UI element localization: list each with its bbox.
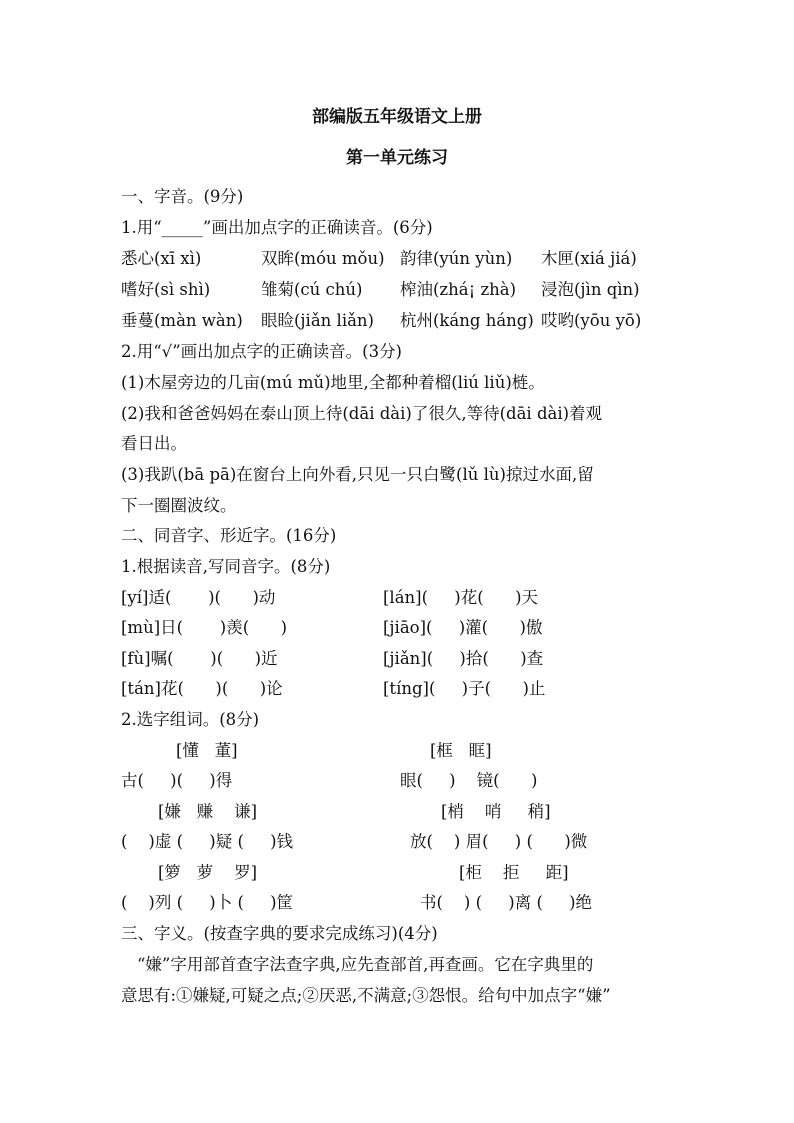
q2-line: (3)我趴(bā pā)在窗台上向外看,只见一只白鹭(lǔ lù)掠过水面,留 bbox=[121, 465, 594, 484]
pinyin-item: 双眸(móu mǒu) bbox=[261, 249, 385, 268]
pinyin-item: 悉心(xī xì) bbox=[121, 249, 202, 268]
q2-line: 看日出。 bbox=[121, 434, 187, 453]
s2-question-2: 2.选字组词。(8分) bbox=[121, 710, 260, 729]
pinyin-item: 浸泡(jìn qìn) bbox=[541, 280, 640, 299]
pinyin-item: 雏菊(cú chú) bbox=[261, 280, 363, 299]
word-blanks: 古( )( )得 bbox=[121, 771, 233, 790]
pinyin-item: 杭州(káng háng) bbox=[400, 311, 534, 330]
char-group: [柜 拒 距] bbox=[459, 863, 569, 882]
s3-line: “嫌”字用部首查字法查字典,应先查部首,再查画。它在字典里的 bbox=[137, 955, 594, 974]
word-blanks: ( )列 ( )卜 ( )筐 bbox=[121, 893, 294, 912]
char-group: [框 眶] bbox=[430, 741, 492, 760]
homophone-item: [fù]嘱( )( )近 bbox=[121, 649, 278, 668]
q2-line: (1)木屋旁边的几亩(mú mǔ)地里,全都种着榴(liú liǔ)梿。 bbox=[121, 373, 545, 392]
s1-question-2: 2.用“√”画出加点字的正确读音。(3分) bbox=[121, 342, 402, 361]
section-1-heading: 一、字音。(9分) bbox=[121, 187, 244, 206]
s2-question-1: 1.根据读音,写同音字。(8分) bbox=[121, 557, 331, 576]
pinyin-item: 哎哟(yōu yō) bbox=[541, 311, 642, 330]
homophone-item: [tíng]( )子( )止 bbox=[383, 679, 546, 698]
word-blanks: 书( ) ( )离 ( )绝 bbox=[420, 893, 593, 912]
s3-line: 意思有:①嫌疑,可疑之点;②厌恶,不满意;③怨恨。给句中加点字“嫌” bbox=[121, 986, 611, 1005]
homophone-item: [mù]日( )羡( ) bbox=[121, 618, 288, 637]
pinyin-item: 榨油(zhá¡ zhà) bbox=[400, 280, 517, 299]
homophone-item: [tán]花( )( )论 bbox=[121, 679, 283, 698]
char-group: [懂 董] bbox=[176, 741, 238, 760]
homophone-item: [lán]( )花( )天 bbox=[383, 588, 539, 607]
word-blanks: 放( ) 眉( ) ( )微 bbox=[410, 832, 588, 851]
char-group: [嫌 赚 谦] bbox=[158, 802, 258, 821]
pinyin-item: 韵律(yún yùn) bbox=[400, 249, 513, 268]
pinyin-item: 嗜好(sì shì) bbox=[121, 280, 211, 299]
homophone-item: [jiāo]( )灌( )傲 bbox=[383, 618, 543, 637]
section-3-heading: 三、字义。(按查字典的要求完成练习)(4分) bbox=[121, 924, 438, 943]
q2-line: (2)我和爸爸妈妈在泰山顶上待(dāi dài)了很久,等待(dāi dài)着观 bbox=[121, 404, 603, 423]
word-blanks: ( )虚 ( )疑 ( )钱 bbox=[121, 832, 294, 851]
char-group: [箩 萝 罗] bbox=[158, 863, 258, 882]
pinyin-item: 眼睑(jiǎn liǎn) bbox=[261, 311, 374, 330]
word-blanks: 眼( ) 镜( ) bbox=[400, 771, 538, 790]
page-subtitle: 第一单元练习 bbox=[346, 148, 448, 168]
pinyin-item: 木匣(xiá jiá) bbox=[541, 249, 637, 268]
pinyin-item: 垂蔓(màn wàn) bbox=[121, 311, 243, 330]
homophone-item: [yí]适( )( )动 bbox=[121, 588, 276, 607]
section-2-heading: 二、同音字、形近字。(16分) bbox=[121, 526, 337, 545]
s1-question-1: 1.用“_____”画出加点字的正确读音。(6分) bbox=[121, 218, 433, 237]
q2-line: 下一圈圈波纹。 bbox=[121, 496, 237, 515]
homophone-item: [jiǎn]( )拾( )查 bbox=[383, 649, 544, 668]
char-group: [梢 哨 稍] bbox=[441, 802, 551, 821]
page-title: 部编版五年级语文上册 bbox=[312, 107, 482, 127]
